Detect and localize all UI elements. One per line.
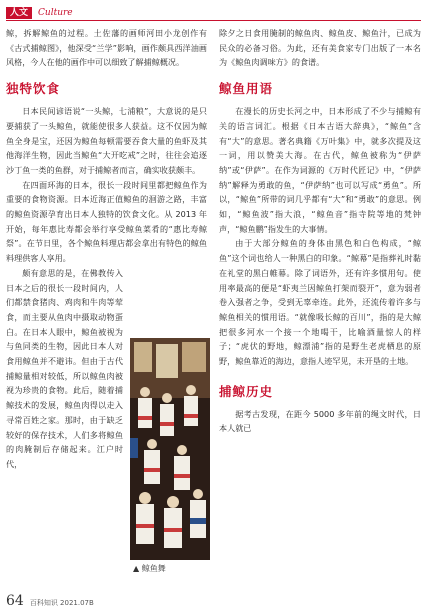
intro-paragraph: 鲸，拆解鲸鱼的过程。土佐藩的画师河田小龙创作有《古式捕鲸图》，他深受“兰学”影响，画作颇具西洋油画风格，今人在他的画作中可以细致了解捕鲸概况。 [6, 28, 207, 68]
food-paragraph-1: 日本民间谚语说“一头鲸，七浦粮”，大意说的是只要捕获了一头鲸鱼，就能使很多人获益。这不仅因为鲸鱼全身是宝，还因为鲸鱼每顿需要吞食大量的鱼虾及其他海洋生物，因此当鲸鱼“大开吃戒”之时，往往会追逐沙丁鱼一类的鱼群，对于捕鲸者而言，确实收获颇丰。 [6, 106, 207, 175]
header-rule [6, 20, 421, 21]
section-header [6, 6, 73, 20]
heading-history: 捕鲸历史 [219, 383, 274, 399]
right-column [219, 26, 421, 436]
section-name: Culture [38, 8, 73, 18]
heading-language: 鲸鱼用语 [219, 81, 274, 97]
dance-photo-illustration [130, 338, 210, 560]
language-paragraph-2: 由于大部分鲸鱼的身体由黑色和白色构成，“鲸鱼”这个词也给人一种黑白的印象。“鲸幕”是指葬礼时黏在礼堂的黑白帷幕。除了词语外，还有许多惯用句。使用率最高的便是“虾夷兰因鲸鱼打架而裂开”，意为弱者卷入强者之争，受到无辜牵连。此外，还流传着许多与鲸鱼相关的惯用语。“就像吸长鲸的百川”，指的是大鲸把很多河水一个接一个地喝干，比喻酒量惊人的样子；“虎伏的野地，鲸漂浦”指的是野生老虎栖息的原野，鲸鱼靠近的海边，意指人迹罕见，未开垦的土地。 [219, 238, 421, 367]
food-paragraph-3: 颇有意思的是，在佛教传入日本之后的很长一段时间内，人们都禁食猪肉、鸡肉和牛肉等荤食，而主要从鱼肉中摄取动物蛋白。在日本人眼中，鲸鱼被视为与鱼同类的生物，因此日本人对食用鲸鱼并不避讳。但由于古代捕鲸量相对较低，所以鲸鱼肉被视为珍贵的食物。此后，随着捕鲸技术的发展，鲸鱼肉得以走入寻常百姓之家。那时，由于缺乏较好的保存技术，人们多将鲸鱼的肉腌制后存储起来。江户时代， [6, 267, 123, 469]
language-paragraph-1: 在漫长的历史长河之中，日本形成了不少与捕鲸有关的语言词汇。根据《日本古语大辞典》，“鲸鱼”含有“大”的意思。著名典籍《万叶集》中，就多次提及这一词，用以赞美大海。在古代，鲸鱼被称为“伊萨纳”或“伊萨”。在作为词源的《万时代匠记》中，“伊萨纳”解释为勇敢的鱼，“伊萨纳”也可以写成“勇鱼”。所以，“鲸鱼”所带的词几乎都有“大”和“勇敢”的意思。例如，“鲸鱼波”指大浪，“鲸鱼音”指寺院等地的梵钟声，“鲸鱼鹏”指发生的大事情。 [219, 106, 421, 234]
history-paragraph-1: 据考古发现，在距今 5000 多年前的绳文时代，日本人就已 [219, 408, 421, 434]
page-footer [6, 593, 94, 609]
dance-photo [130, 338, 210, 560]
section-badge: 人文 [6, 7, 32, 19]
photo-caption: ▲ 鲸鱼舞 [133, 564, 166, 573]
publication-info: 百科知识 2021.07B [29, 599, 94, 607]
heading-food: 独特饮食 [6, 81, 61, 97]
continued-paragraph: 除夕之日食用腌制的鲸鱼肉、鲸鱼皮、鲸鱼汁，已成为民众的必备习俗。为此，还有美食家专门出版了一本名为《鲸鱼肉调味方》的食谱。 [219, 28, 421, 68]
food-paragraph-2: 在四面环海的日本，很长一段时间里都把鲸鱼作为重要的食物资源。日本近海正值鲸鱼的洄游之路，丰富的鲸鱼资源孕育出日本人独特的饮食文化。从 2013 年开始，每年惠比寿都会举行享受鲸鱼菜肴的“惠比寿鲸祭”。在节日里，各个鲸鱼料理店都会拿出有特色的鲸鱼料理供客人享用。 [6, 179, 207, 264]
page-number: 64 [6, 593, 24, 609]
